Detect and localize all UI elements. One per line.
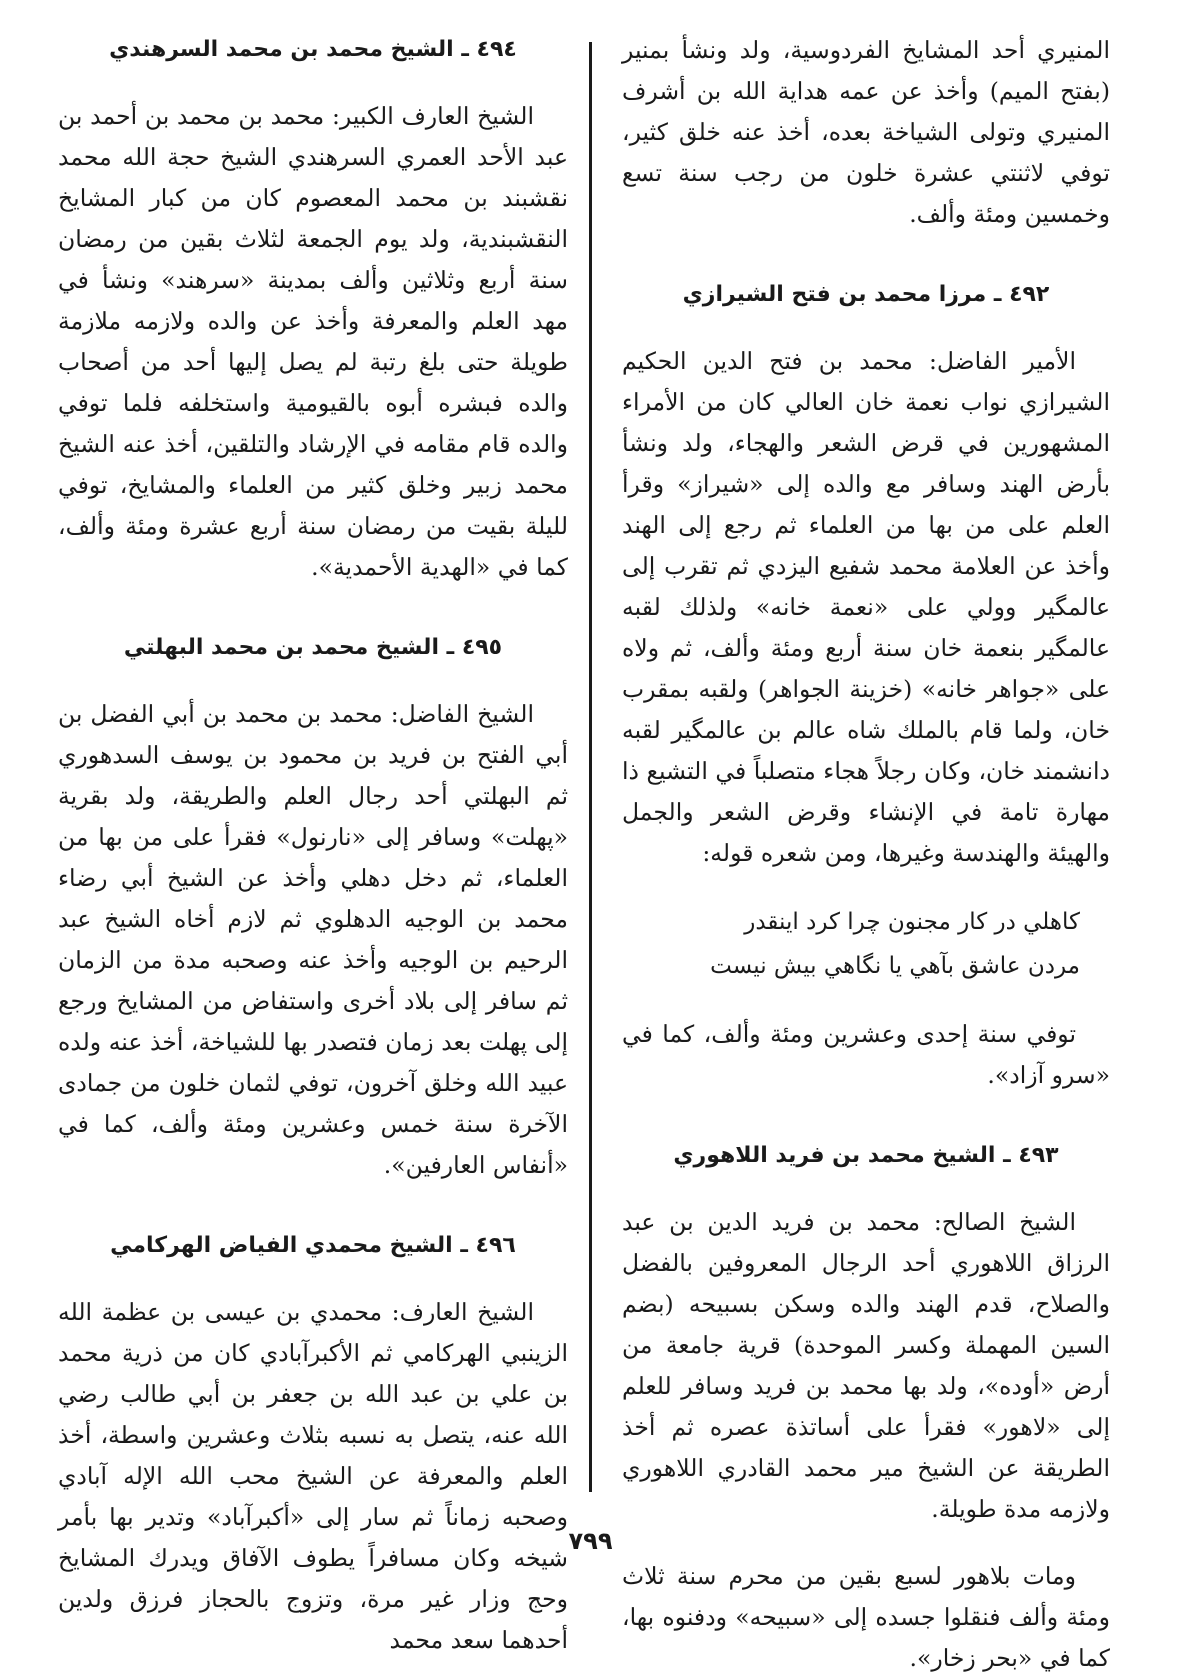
entry-closing-493: ومات بلاهور لسبع بقين من محرم سنة ثلاث ومئة وألف فنقلوا جسده إلى «سبيحه» ودفنوه بها، كما في «بحر زخار».: [622, 1562, 1110, 1672]
entry-heading-493: ٤٩٣ ـ الشيخ محمد بن فريد اللاهوري: [673, 1143, 1059, 1168]
entry-heading-495: ٤٩٥ ـ الشيخ محمد بن محمد البهلتي: [123, 635, 503, 660]
right-column: [622, 30, 1110, 1679]
persian-poem: [622, 900, 1110, 988]
entry-heading-492: ٤٩٢ ـ مرزا محمد بن فتح الشيرازي: [682, 282, 1050, 307]
entry-body-493: الشيخ الصالح: محمد بن فريد الدين بن عبد الرزاق اللاهوري أحد الرجال المعروفين بالفضل والصلاح، قدم الهند والده وسكن بسبيحه (بضم السين المهملة وكسر الموحدة) قرية جامعة من أرض «أوده»، ولد بها محمد بن فريد وسافر للعلم إلى «لاهور» فقرأ على أساتذة عصره ثم أخذ الطريقة عن الشيخ مير محمد القادري اللاهوري ولازمه مدة طويلة.: [622, 1208, 1110, 1523]
entry-body-494: الشيخ العارف الكبير: محمد بن محمد بن أحمد بن عبد الأحد العمري السرهندي الشيخ حجة الله محمد نقشبند بن محمد المعصوم كان من كبار المشايخ النقشبندية، ولد يوم الجمعة لثلاث بقين من رمضان سنة أربع وثلاثين وألف بمدينة «سرهند» ونشأ في مهد العلم والمعرفة وأخذ عن والده ولازمه ملازمة طويلة حتى بلغ رتبة لم يصل إليها أحد من أصحاب والده فبشره أبوه بالقيومية واستخلفه فلما توفي والده قام مقامه في الإرشاد والتلقين، أخذ عنه الشيخ محمد زبير وخلق كثير من العلماء والمشايخ، توفي لليلة بقيت من رمضان سنة أربع عشرة ومئة وألف، كما في «الهدية الأحمدية».: [58, 102, 568, 581]
poem-line-2: مردن عاشق بآهي يا نگاهي بيش نيست: [710, 953, 1080, 979]
entry-heading-494: ٤٩٤ ـ الشيخ محمد بن محمد السرهندي: [109, 37, 517, 62]
entry-body-492: الأمير الفاضل: محمد بن فتح الدين الحكيم الشيرازي نواب نعمة خان العالي كان من الأمراء المشهورين في قرض الشعر والهجاء، ولد ونشأ بأرض الهند وسافر مع والده إلى «شيراز» وقرأ العلم على من بها من العلماء ثم رجع إلى الهند وأخذ عن العلامة محمد شفيع اليزدي ثم تقرب إلى عالمگير وولي على «نعمة خانه» ولذلك لقبه عالمگير بنعمة خان سنة أربع ومئة وألف، ثم ولاه على «جواهر خانه» (خزينة الجواهر) ولقبه بمقرب خان، ولما قام بالملك شاه عالم بن عالمگير لقبه دانشمند خان، وكان رجلاً هجاء متصلباً في التشيع ذا مهارة تامة في الإنشاء وقرض الشعر والجمل والهيئة والهندسة وغيرها، ومن شعره قوله:: [622, 347, 1110, 867]
entry-closing-492: توفي سنة إحدى وعشرين ومئة وألف، كما في «سرو آزاد».: [622, 1020, 1110, 1089]
continued-paragraph: المنيري أحد المشايخ الفردوسية، ولد ونشأ بمنير (بفتح الميم) وأخذ عن عمه هداية الله بن أشرف المنيري وتولى الشياخة بعده، أخذ عنه خلق كثير، توفي لاثنتي عشرة خلون من رجب سنة تسع وخمسين ومئة وألف.: [622, 36, 1110, 228]
left-column: [58, 30, 568, 1661]
page-number: ٧٩٩: [568, 1527, 613, 1555]
entry-body-496: الشيخ العارف: محمدي بن عيسى بن عظمة الله الزينبي الهركامي ثم الأكبرآبادي كان من ذرية محمد بن علي بن عبد الله بن جعفر بن أبي طالب رضي الله عنه، يتصل به نسبه بثلاث وعشرين واسطة، أخذ العلم والمعرفة عن الشيخ محب الله الإله آبادي وصحبه زماناً ثم سار إلى «أكبرآباد» وتدير بها بأمر شيخه وكان مسافراً يطوف الآفاق ويدرك المشايخ وحج وزار غير مرة، وتزوج بالحجاز فرزق ولدين أحدهما سعد محمد: [58, 1298, 568, 1654]
entry-heading-496: ٤٩٦ ـ الشيخ محمدي الفياض الهركامي: [110, 1233, 516, 1258]
column-divider: [589, 42, 592, 1492]
poem-line-1: كاهلي در كار مجنون چرا كرد اينقدر: [744, 909, 1080, 935]
entry-body-495: الشيخ الفاضل: محمد بن محمد بن أبي الفضل بن أبي الفتح بن فريد بن محمود بن يوسف السدهوري ثم البهلتي أحد رجال العلم والطريقة، ولد بقرية «پهلت» وسافر إلى «نارنول» فقرأ على من بها من العلماء، ثم دخل دهلي وأخذ عن الشيخ أبي رضاء محمد بن الوجيه الدهلوي ثم لازم أخاه الشيخ عبد الرحيم بن الوجيه وأخذ عنه وصحبه مدة من الزمان ثم سافر إلى بلاد أخرى واستفاض من المشايخ ورجع إلى پهلت بعد زمان فتصدر بها للشياخة، أخذ عنه ولده عبيد الله وخلق آخرون، توفي لثمان خلون من جمادى الآخرة سنة خمس وعشرين ومئة وألف، كما في «أنفاس العارفين».: [58, 700, 568, 1179]
